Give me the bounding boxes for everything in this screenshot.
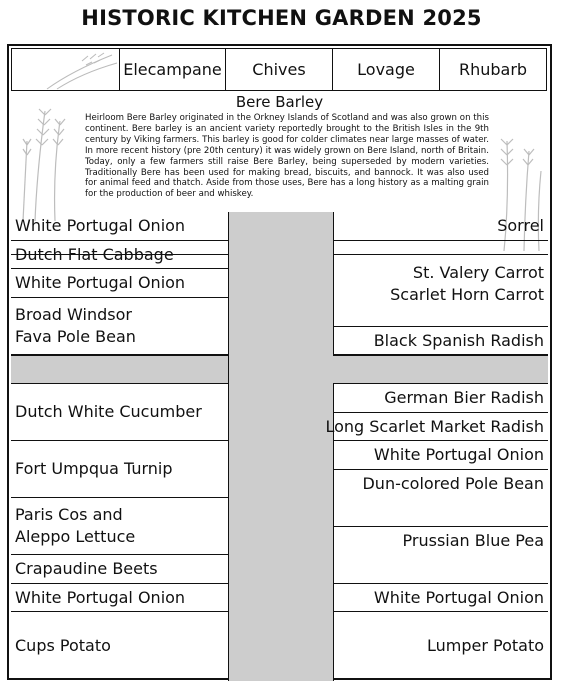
bed-right-1: Sorrel: [333, 212, 548, 241]
bed-left-4: Broad Windsor Fava Pole Bean: [11, 298, 230, 355]
bed-left-7: Paris Cos and Aleppo Lettuce: [11, 498, 230, 555]
bed-left-2: Dutch Flat Cabbage: [11, 241, 230, 269]
bed-right-4: German Bier Radish: [333, 384, 548, 413]
bed-right-9: White Portugal Onion: [333, 584, 548, 612]
path-right: [333, 355, 548, 384]
bed-left-5: Dutch White Cucumber: [11, 384, 230, 441]
bed-left-1: White Portugal Onion: [11, 212, 230, 241]
header-cell-chives: Chives: [225, 48, 333, 91]
header-empty-cell: [11, 48, 120, 91]
bed-right-5: Long Scarlet Market Radish: [333, 413, 548, 441]
bed-right-10: Lumper Potato: [426, 636, 544, 655]
bed-right-2: St. Valery Carrot Scarlet Horn Carrot: [333, 241, 548, 327]
header-cell-rhubarb: Rhubarb: [439, 48, 547, 91]
featured-crop-name: Bere Barley: [235, 93, 324, 111]
bed-left-8: Crapaudine Beets: [11, 555, 230, 584]
bed-left-6: Fort Umpqua Turnip: [11, 441, 230, 498]
bed-left-3: White Portugal Onion: [11, 269, 230, 298]
bed-right-8: Prussian Blue Pea: [333, 527, 548, 584]
page-title: HISTORIC KITCHEN GARDEN 2025: [81, 6, 482, 30]
wheat-icon: [42, 51, 122, 91]
bed-left-9: White Portugal Onion: [11, 584, 230, 612]
wheat-icon: [15, 101, 85, 221]
center-path: [228, 212, 334, 681]
header-cell-elecampane: Elecampane: [119, 48, 226, 91]
header-cell-lovage: Lovage: [332, 48, 440, 91]
path-left: [11, 355, 230, 384]
bed-right-7: Dun-colored Pole Bean: [333, 470, 548, 527]
garden-plan: [7, 44, 552, 680]
bed-right-3: Black Spanish Radish: [333, 327, 548, 355]
bed-right-6: White Portugal Onion: [333, 441, 548, 470]
featured-crop-description: Heirloom Bere Barley originated in the Orkney Islands of Scotland and was also grown on this continent. Bere barley is an ancient variety reportedly brought to the British Isles in the 9th century by Viking farmers. This barley is good for colder climates near large masses of water. In more recent history (pre 20th century) it was widely grown on Bere Island, north of Britain. Today, only a few farmers still raise Bere Barley, being superseded by modern varieties. Traditionally Bere has been used for making bread, biscuits, and bannock. It was also used for animal feed and thatch. Aside from those uses, Bere has a long history as a malting grain for the production of beer and whiskey.: [85, 113, 489, 200]
bed-left-10: Cups Potato: [15, 636, 111, 655]
